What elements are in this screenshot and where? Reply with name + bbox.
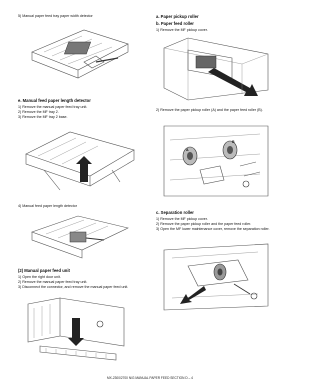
figure-paper-width-detector: [24, 22, 134, 94]
e-step-2: 2) Remove the MF tray 2.: [18, 110, 59, 114]
section-e-title: e. Manual feed paper length detector: [18, 98, 91, 103]
figure-mf-tray-base: [20, 120, 140, 200]
section-b-title: b. Paper feed roller: [156, 21, 194, 26]
c-step-3: 3) Open the MF lower maintenance cover, remove the separation roller.: [156, 227, 270, 231]
figure-mf-pickup-cover: [158, 34, 278, 106]
b-step-2: 2) Remove the paper pickup roller (A) and the paper feed roller (B).: [156, 108, 263, 112]
e-step-1: 1) Remove the manual paper feed tray unit.: [18, 105, 88, 109]
page-footer: MX-2300/2700 N/G MANUAL PAPER FEED SECTION D – 4: [107, 376, 193, 380]
e-step-4: 4) Manual feed paper length detector: [18, 204, 77, 208]
label-b: B: [232, 140, 235, 144]
label-a: A: [186, 148, 189, 152]
s2-step-3: 3) Disconnect the connector, and remove the manual paper feed unit.: [18, 285, 129, 289]
figure-separation-roller: [158, 240, 278, 312]
c-step-2: 2) Remove the paper pickup roller and the paper feed roller.: [156, 222, 252, 226]
s2-step-2: 2) Remove the manual paper feed tray unit.: [18, 280, 88, 284]
c-step-1: 1) Remove the MF pickup cover.: [156, 217, 208, 221]
figure-manual-paper-feed-unit: [20, 296, 132, 372]
s2-step-1: 1) Open the right door unit.: [18, 275, 61, 279]
section-a-title: a. Paper pickup roller: [156, 14, 199, 19]
figure-pickup-and-feed-rollers: [160, 120, 278, 202]
section-c-title: c. Separation roller: [156, 210, 194, 215]
b-step-1: 1) Remove the MF pickup cover.: [156, 28, 208, 32]
section-2-title: (2) Manual paper feed unit: [18, 268, 70, 273]
step-5-text: 5) Manual paper feed tray paper width detector: [18, 14, 93, 18]
figure-paper-length-detector: [24, 212, 134, 264]
e-step-3: 3) Remove the MF tray 2 base.: [18, 115, 68, 119]
